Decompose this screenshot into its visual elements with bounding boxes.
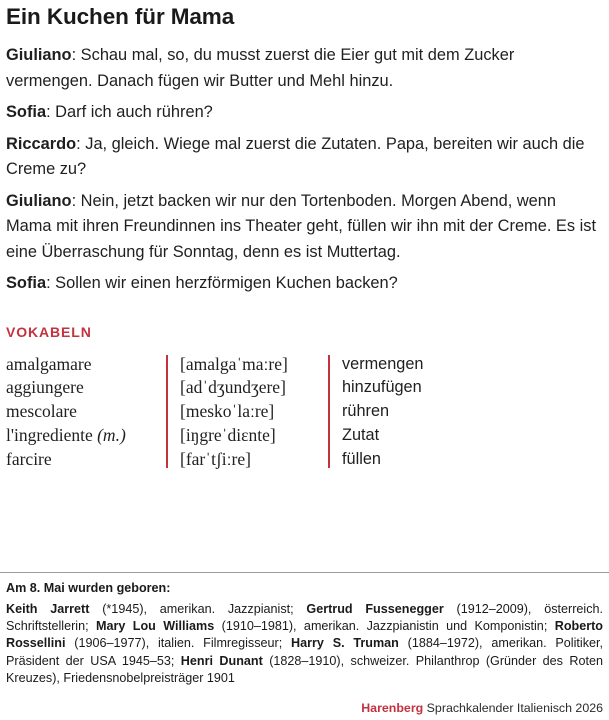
dialogue-speaker: Sofia: [6, 274, 47, 292]
dialogue-text: : Darf ich auch rühren?: [46, 103, 213, 121]
vocabulary-term: aggiungere: [6, 377, 84, 398]
vocabulary-pronunciation: [iŋgreˈdiɛnte]: [180, 424, 276, 445]
dialogue-speaker: Giuliano: [6, 46, 72, 64]
vocabulary-term: l'ingrediente (m.): [6, 424, 126, 445]
vocabulary-column-german: [328, 353, 603, 472]
vocabulary-translation: rühren: [342, 402, 390, 421]
birth-person-detail: (1884–1972), amerikan. Politiker, Präsident der USA 1945–53;: [6, 636, 603, 668]
birth-person-name: Henri Dunant: [180, 653, 263, 668]
birth-person-detail: (1910–1981), amerikan. Jazzpianistin und Komponistin;: [214, 619, 555, 634]
births-section: [6, 580, 603, 687]
brand-name: Harenberg: [361, 701, 424, 715]
birth-person-name: Gertrud Fussenegger: [306, 602, 444, 616]
vocabulary-gender: (m.): [92, 424, 126, 445]
vocabulary-term: mescolare: [6, 401, 77, 422]
dialogue-line: [6, 100, 603, 126]
vocabulary-pronunciation: [adˈdʒundʒere]: [180, 377, 286, 398]
vocabulary-pronunciation: [farˈtʃiːre]: [180, 448, 251, 469]
vocabulary-column-italian: [6, 353, 166, 472]
vocabulary-translation: vermengen: [342, 354, 424, 373]
vocabulary-table: [6, 353, 603, 472]
birth-person-detail: (1828–1910), schweizer. Philanthrop (Gründer des Roten Kreuzes), Friedensnobelpreisträger 1901: [6, 653, 603, 685]
dialogue-line: [6, 43, 603, 94]
vocabulary-pronunciation: [amalgaˈmaːre]: [180, 353, 288, 374]
dialogue-text: : Sollen wir einen herzförmigen Kuchen backen?: [46, 274, 398, 292]
births-body: [6, 601, 603, 687]
vocabulary-pronunciation: [meskoˈlaːre]: [180, 401, 275, 422]
birth-person-name: Harry S. Truman: [291, 636, 399, 651]
birth-person-detail: (1906–1977), italien. Filmregisseur;: [65, 636, 292, 651]
dialogue-speaker: Giuliano: [6, 191, 72, 210]
dialogue-text: : Ja, gleich. Wiege mal zuerst die Zutaten. Papa, bereiten wir auch die Creme zu?: [6, 134, 585, 178]
dialogue-line: [6, 189, 603, 266]
dialogue-speaker: Riccardo: [6, 134, 77, 153]
dialogue-line: [6, 271, 603, 297]
birth-person-name: Keith Jarrett: [6, 602, 90, 616]
vocabulary-term: farcire: [6, 448, 52, 469]
births-heading: Am 8. Mai wurden geboren:: [6, 581, 171, 595]
birth-person-detail: (*1945), amerikan. Jazzpianist;: [89, 602, 307, 616]
dialogue-line: [6, 132, 603, 183]
vocabulary-heading: VOKABELN: [6, 323, 92, 340]
footer-branding: [361, 701, 603, 716]
birth-person-name: Roberto Rossellini: [6, 619, 603, 651]
dialogue-speaker: Sofia: [6, 103, 47, 121]
vocabulary-translation: hinzufügen: [342, 378, 422, 397]
dialogue-text: : Nein, jetzt backen wir nur den Tortenboden. Morgen Abend, wenn Mama mit ihren Freundinnen ins Theater geht, füllen wir ihn mit der Creme. Es ist eine Überraschung für Sonntag, denn es ist Muttertag.: [6, 191, 597, 261]
product-name: Sprachkalender Italienisch 2026: [423, 701, 603, 715]
page-title: Ein Kuchen für Mama: [6, 4, 235, 29]
birth-person-detail: (1912–2009), österreich. Schriftstellerin;: [6, 602, 603, 634]
vocabulary-translation: füllen: [342, 449, 381, 468]
vocabulary-translation: Zutat: [342, 425, 380, 444]
section-divider: [0, 572, 609, 573]
birth-person-name: Mary Lou Williams: [95, 619, 215, 634]
dialogue-text: : Schau mal, so, du musst zuerst die Eier gut mit dem Zucker vermengen. Danach fügen wir Butter und Mehl hinzu.: [6, 46, 515, 90]
vocabulary-term: amalgamare: [6, 353, 92, 374]
vocabulary-column-pronunciation: [166, 353, 328, 472]
dialogue-section: [6, 43, 603, 297]
